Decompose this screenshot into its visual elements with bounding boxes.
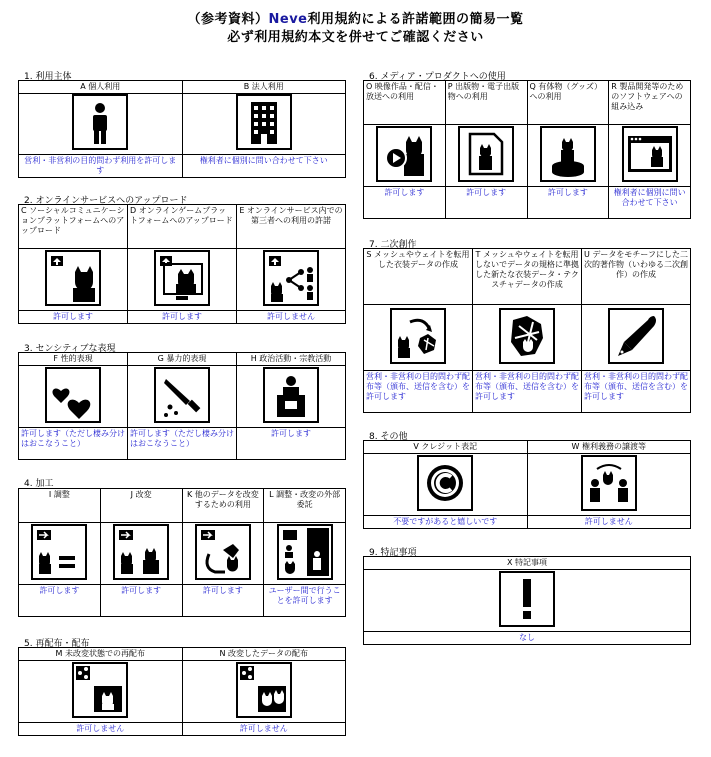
section-title-2: 2. オンラインサービスへのアップロード [24,196,188,206]
section-1-table [18,80,346,178]
col-p-label: P 出版物・電子出版物への利用 [445,81,527,125]
col-t-label: T メッシュやウェイトを転用しないでデータの規格に準拠した新たな衣装データ・テクスチャデータの作成 [473,249,582,305]
col-i-label: I 調整 [19,489,101,523]
upload-monitor-icon [154,250,210,306]
col-d-result: 許可します [128,311,237,324]
col-u-label: U データをモチーフにした二次的著作物（いわゆる二次創作）の作成 [582,249,691,305]
costume-transfer-icon [390,308,446,364]
ribbon-cat-icon [195,524,251,580]
adjust-cat-icon [31,524,87,580]
section-2-table [18,204,346,324]
col-a-result: 営利・非営利の目的問わず利用を許可します [19,155,183,178]
col-c-label: C ソーシャルコミュニケーションプラットフォームへのアップロード [19,205,128,249]
upload-cat-icon [45,250,101,306]
section-9-table [363,556,691,645]
person-icon [72,94,128,150]
section-3-table [18,352,346,460]
section-4-table [18,488,346,617]
section-7-table [363,248,691,413]
page-title [0,8,711,27]
col-h-result: 許可します [237,428,346,460]
podium-speaker-icon [263,367,319,423]
building-icon [236,94,292,150]
col-k-label: K 他のデータを改変するための利用 [182,489,264,523]
redistribute-icon [72,662,128,718]
col-w-label: W 権利義務の譲渡等 [527,441,691,454]
exclamation-icon [499,571,555,627]
knife-icon [154,367,210,423]
col-r-result: 権利者に個別に問い合わせて下さい [609,187,691,219]
col-i-result: 許可します [19,585,101,617]
col-d-label: D オンラインゲームプラットフォームへのアップロード [128,205,237,249]
software-window-icon [622,126,678,182]
col-q-result: 許可します [527,187,609,219]
col-m-label: M 未改変状態での再配布 [19,648,183,661]
page-subtitle: 必ず利用規約本文を併せてご確認ください [227,30,484,45]
outsource-icon [277,524,333,580]
col-h-label: H 政治活動・宗教活動 [237,353,346,366]
col-s-label: S メッシュやウェイトを転用した衣装データの作成 [364,249,473,305]
col-w-result: 許可しません [527,516,691,529]
col-b-label: B 法人利用 [182,81,346,94]
pen-icon [608,308,664,364]
col-s-result: 営利・非営利の目的問わず配布等（頒布、送信を含む）を許可します [364,371,473,413]
title-rest: 利用規約による許諾範囲の簡易一覧 [307,12,524,27]
col-e-label: E オンラインサービス内での第三者への利用の許諾 [237,205,346,249]
title-brand: Neve [268,12,308,27]
section-title-3: 3. センシティブな表現 [24,344,116,354]
section-title-6: 6. メディア・プロダクトへの使用 [369,72,506,82]
col-g-result: 許可します（ただし棲み分けはおこなうこと） [128,428,237,460]
section-6-table [363,80,691,219]
hearts-icon [45,367,101,423]
title-prefix: （参考資料） [187,12,269,27]
col-u-result: 営利・非営利の目的問わず配布等（頒布、送信を含む）を許可します [582,371,691,413]
col-v-result: 不要ですがあると嬉しいです [364,516,528,529]
goods-cat-icon [540,126,596,182]
distribute-modified-icon [236,662,292,718]
col-j-result: 許可します [100,585,182,617]
video-cat-icon [376,126,432,182]
col-p-result: 許可します [445,187,527,219]
section-title-7: 7. 二次創作 [369,240,417,250]
transfer-people-icon [581,455,637,511]
section-title-8: 8. その他 [369,432,408,442]
col-v-label: V クレジット表記 [364,441,528,454]
col-n-result: 許可しません [182,723,346,736]
section-title-1: 1. 利用主体 [24,72,72,82]
col-o-result: 許可します [364,187,446,219]
col-o-label: O 映像作品・配信・放送への利用 [364,81,446,125]
section-title-4: 4. 加工 [24,479,54,489]
section-title-9: 9. 特記事項 [369,548,417,558]
col-r-label: R 製品開発等のためのソフトウェアへの組み込み [609,81,691,125]
col-k-result: 許可します [182,585,264,617]
book-cat-icon [458,126,514,182]
col-g-label: G 暴力的表現 [128,353,237,366]
share-people-icon [263,250,319,306]
col-l-label: L 調整・改変の外部委託 [264,489,346,523]
section-5-table [18,647,346,736]
col-t-result: 営利・非営利の目的問わず配布等（頒布、送信を含む）を許可します [473,371,582,413]
section-8-table [363,440,691,529]
col-a-label: A 個人利用 [19,81,183,94]
col-x-label: X 特記事項 [364,557,691,570]
col-f-result: 許可します（ただし棲み分けはおこなうこと） [19,428,128,460]
new-costume-icon [499,308,555,364]
col-e-result: 許可しません [237,311,346,324]
col-b-result: 権利者に個別に問い合わせて下さい [182,155,346,178]
copyright-icon [417,455,473,511]
col-f-label: F 性的表現 [19,353,128,366]
col-c-result: 許可します [19,311,128,324]
col-q-label: Q 有体物（グッズ）への利用 [527,81,609,125]
section-title-5: 5. 再配布・配布 [24,639,90,649]
col-l-result: ユーザー間で行うことを許可します [264,585,346,617]
col-n-label: N 改変したデータの配布 [182,648,346,661]
modify-cats-icon [113,524,169,580]
col-m-result: 許可しません [19,723,183,736]
col-j-label: J 改変 [100,489,182,523]
col-x-result: なし [364,632,691,645]
